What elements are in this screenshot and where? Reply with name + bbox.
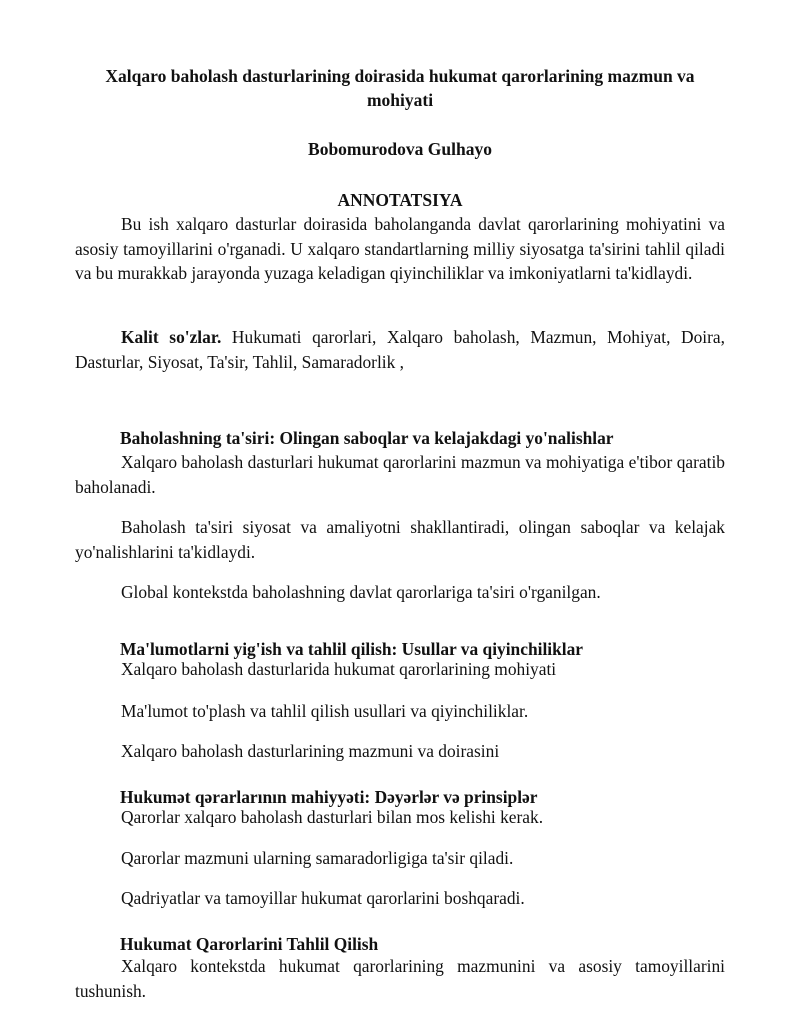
keywords-paragraph <box>75 325 725 374</box>
section-heading: Ma'lumotlarni yig'ish va tahlil qilish: Usullar va qiyinchiliklar <box>120 639 584 659</box>
section-paragraph: Xalqaro baholash dasturlari hukumat qarorlarini mazmun va mohiyatiga e'tibor qaratib baholanadi. <box>75 452 725 497</box>
keywords-text: Hukumati qarorlari, Xalqaro baholash, Mazmun, Mohiyat, Doira, Dasturlar, Siyosat, Ta'sir, Tahlil, Samaradorlik , <box>75 327 725 372</box>
abstract-heading: ANNOTATSIYA <box>337 190 463 210</box>
section-heading: Hukumət qərarlarının mahiyyəti: Dəyərlər və prinsiplər <box>120 787 538 807</box>
keywords-label: Kalit so'zlar. <box>121 327 222 347</box>
section-paragraph: Qarorlar mazmuni ularning samaradorligiga ta'sir qiladi. <box>121 848 514 868</box>
section-paragraph: Xalqaro baholash dasturlarida hukumat qarorlarining mohiyati <box>121 659 557 679</box>
section-paragraph: Qarorlar xalqaro baholash dasturlari bilan mos kelishi kerak. <box>121 807 544 827</box>
document-title: Xalqaro baholash dasturlarining doirasida hukumat qarorlarining mazmun va mohiyati <box>105 66 695 110</box>
abstract-text: Bu ish xalqaro dasturlar doirasida baholanganda davlat qarorlarining mohiyatini va asosiy tamoyillarini o'rganadi. U xalqaro standartlarning milliy siyosatga ta'sirini tahlil qiladi va bu murakkab jarayonda yuzaga keladigan qiyinchiliklar va imkoniyatlarni ta'kidlaydi. <box>75 214 725 283</box>
section-heading: Hukumat Qarorlarini Tahlil Qilish <box>120 934 379 954</box>
author-name: Bobomurodova Gulhayo <box>308 139 492 159</box>
section-paragraph: Xalqaro baholash dasturlarining mazmuni va doirasini <box>121 741 500 761</box>
section-paragraph: Xalqaro kontekstda hukumat qarorlarining mazmunini va asosiy tamoyillarini tushunish. <box>75 956 725 1001</box>
section-paragraph: Global kontekstda baholashning davlat qarorlariga ta'siri o'rganilgan. <box>121 582 601 602</box>
section-heading: Baholashning ta'siri: Olingan saboqlar va kelajakdagi yo'nalishlar <box>120 428 614 448</box>
section-paragraph: Baholash ta'siri siyosat va amaliyotni shakllantiradi, olingan saboqlar va kelajak yo'nalishlarini ta'kidlaydi. <box>75 517 725 562</box>
section-paragraph: Ma'lumot to'plash va tahlil qilish usullari va qiyinchiliklar. <box>121 701 529 721</box>
section-paragraph: Qadriyatlar va tamoyillar hukumat qarorlarini boshqaradi. <box>121 888 525 908</box>
